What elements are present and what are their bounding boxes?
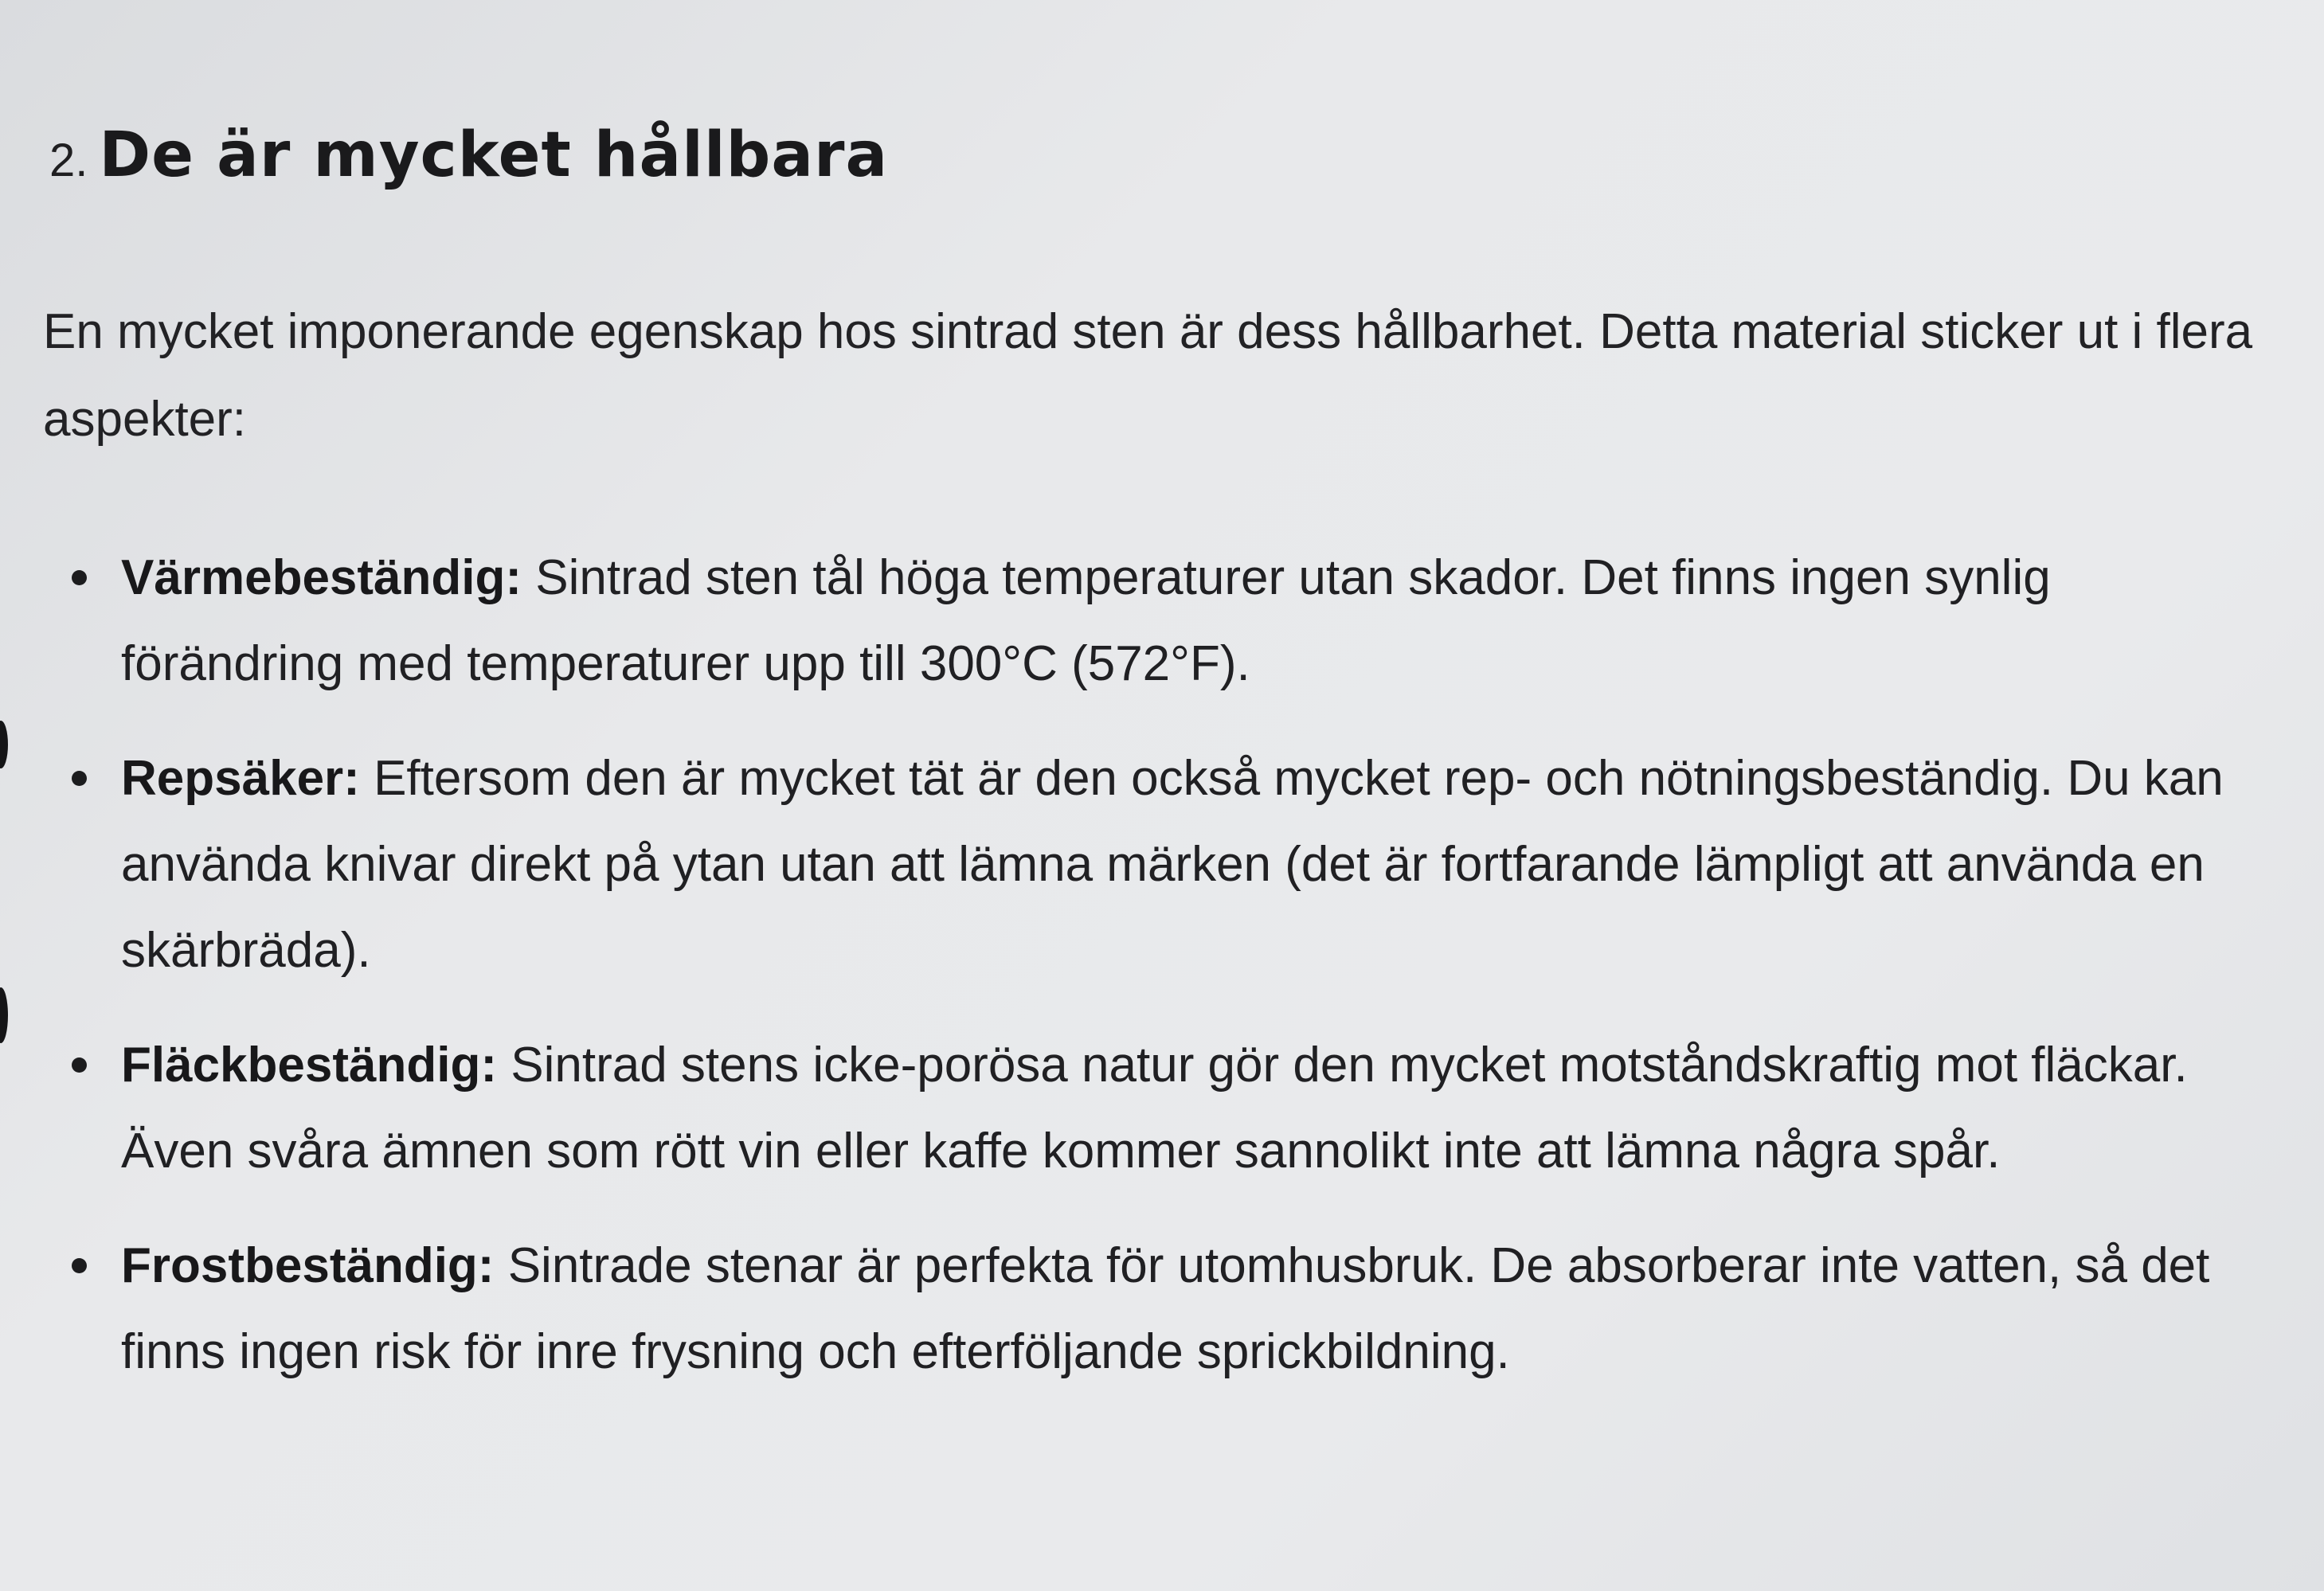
bullet-term: Frostbeständig:: [121, 1238, 495, 1293]
bullet-text: Sintrade stenar är perfekta för utomhusbruk. De absorberar inte vatten, så det finns ingen risk för inre frysning och efterföljande sprickbildning.: [121, 1238, 2210, 1379]
bullet-list: [72, 535, 2270, 1424]
binder-hole-mark: [0, 987, 8, 1043]
bullet-term: Värmebeständig:: [121, 550, 522, 605]
intro-paragraph: En mycket imponerande egenskap hos sintrad sten är dess hållbarhet. Detta material sticker ut i flera aspekter:: [43, 304, 2253, 447]
bullet-icon: [72, 771, 87, 786]
section-title: De är mycket hållbara: [99, 119, 889, 191]
bullet-icon: [72, 570, 87, 585]
bullet-term: Fläckbeständig:: [121, 1038, 497, 1093]
bullet-text: Sintrad sten tål höga temperaturer utan skador. Det finns ingen synlig förändring med temperaturer upp till 300°C (572°F).: [121, 550, 2051, 691]
bullet-text: Sintrad stens icke-porösa natur gör den mycket motståndskraftig mot fläckar. Även svåra ämnen som rött vin eller kaffe kommer sannolikt inte att lämna några spår.: [121, 1038, 2188, 1179]
bullet-icon: [72, 1258, 87, 1273]
section-number: 2.: [49, 135, 88, 186]
bullet-icon: [72, 1057, 87, 1073]
list-item: [72, 736, 2270, 994]
bullet-text: Eftersom den är mycket tät är den också mycket rep- och nötningsbeständig. Du kan använda knivar direkt på ytan utan att lämna märken (det är fortfarande lämpligt att använda en skärbräda).: [121, 751, 2224, 978]
list-item: [72, 1223, 2270, 1395]
list-item: [72, 1022, 2270, 1194]
binder-hole-mark: [0, 721, 8, 768]
bullet-term: Repsäker:: [121, 751, 360, 806]
section-heading: [49, 119, 888, 191]
list-item: [72, 535, 2270, 707]
